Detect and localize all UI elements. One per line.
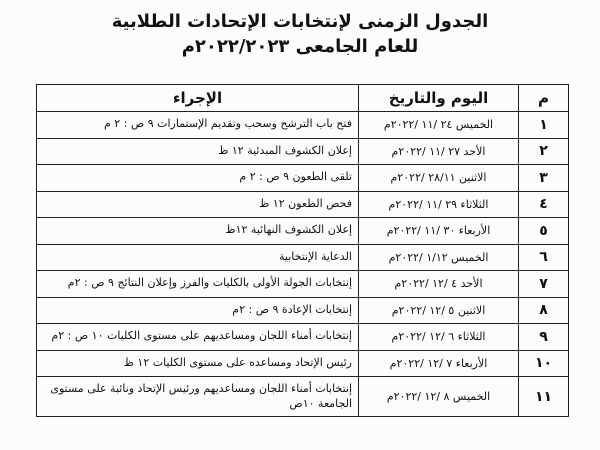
table-row xyxy=(37,165,569,192)
row-date: الأربعاء ٧ /١٢ /٢٠٢٢م xyxy=(359,350,519,377)
row-action: فحص الطعون ١٢ ظ xyxy=(37,191,359,218)
row-date: الخميس ٢٤ /١١ /٢٠٢٢م xyxy=(359,112,519,139)
table-row xyxy=(37,324,569,351)
row-date: الأربعاء ٣٠ /١١ /٢٠٢٢م xyxy=(359,218,519,245)
row-date: الثلاثاء ٢٩ /١١ /٢٠٢٢م xyxy=(359,191,519,218)
title-line-1: الجدول الزمنى لإنتخابات الإتحادات الطلابية xyxy=(111,11,489,32)
table-row xyxy=(37,350,569,377)
table-row xyxy=(37,244,569,271)
row-action: إنتخابات أمناء اللجان ومساعديهم على مستوى الكليات ١٠ ص : ٢م xyxy=(37,324,359,351)
row-action: إنتخابات الجولة الأولى بالكليات والفرز وإعلان النتائج ٩ ص : ٢م xyxy=(37,271,359,298)
row-action: تلقى الطعون ٩ ص : ٢ م xyxy=(37,165,359,192)
table-body xyxy=(37,112,569,417)
table-row xyxy=(37,138,569,165)
title-line-2: للعام الجامعى ٢٠٢٢/٢٠٢٣م xyxy=(181,35,419,57)
row-action: رئيس الإتحاد ومساعده على مستوى الكليات ١٢ ظ xyxy=(37,350,359,377)
row-num: ٣ xyxy=(519,165,569,192)
row-num: ٢ xyxy=(519,138,569,165)
document-title xyxy=(0,12,600,57)
schedule-table xyxy=(36,84,569,417)
row-date: الأحد ٤ /١٢ /٢٠٢٢م xyxy=(359,271,519,298)
row-num: ١١ xyxy=(519,377,569,417)
row-date: الاثنين ٢٨/١١ /٢٠٢٢م xyxy=(359,165,519,192)
row-date: الثلاثاء ٦ /١٢ /٢٠٢٢م xyxy=(359,324,519,351)
table-row xyxy=(37,271,569,298)
row-num: ٦ xyxy=(519,244,569,271)
row-action: الدعاية الإنتخابية xyxy=(37,244,359,271)
row-action: إعلان الكشوف المبدئية ١٢ ظ xyxy=(37,138,359,165)
row-num: ٤ xyxy=(519,191,569,218)
header-date: اليوم والتاريخ xyxy=(359,85,519,112)
row-num: ٩ xyxy=(519,324,569,351)
row-action: إنتخابات أمناء اللجان ومساعديهم ورئيس الإتحاد ونائبة على مستوى الجامعة ١٠ص xyxy=(37,377,359,417)
table-row xyxy=(37,218,569,245)
row-num: ٧ xyxy=(519,271,569,298)
header-num: م xyxy=(519,85,569,112)
row-num: ١٠ xyxy=(519,350,569,377)
row-date: الأحد ٢٧ /١١ /٢٠٢٢م xyxy=(359,138,519,165)
row-num: ٨ xyxy=(519,297,569,324)
row-action: فتح باب الترشح وسحب وتقديم الإستمارات ٩ ص : ٢ م xyxy=(37,112,359,139)
row-num: ١ xyxy=(519,112,569,139)
row-action: إنتخابات الإعادة ٩ ص : ٢م xyxy=(37,297,359,324)
table-row xyxy=(37,377,569,417)
header-action: الإجراء xyxy=(37,85,359,112)
row-date: الخميس ١/١٢ /٢٠٢٢م xyxy=(359,244,519,271)
table-row xyxy=(37,297,569,324)
table-row xyxy=(37,191,569,218)
table-row xyxy=(37,112,569,139)
row-date: الخميس ٨ /١٢ /٢٠٢٢م xyxy=(359,377,519,417)
row-action: إعلان الكشوف النهائية ١٢ظ xyxy=(37,218,359,245)
row-num: ٥ xyxy=(519,218,569,245)
row-date: الاثنين ٥ /١٢ /٢٠٢٢م xyxy=(359,297,519,324)
table-header-row xyxy=(37,85,569,112)
